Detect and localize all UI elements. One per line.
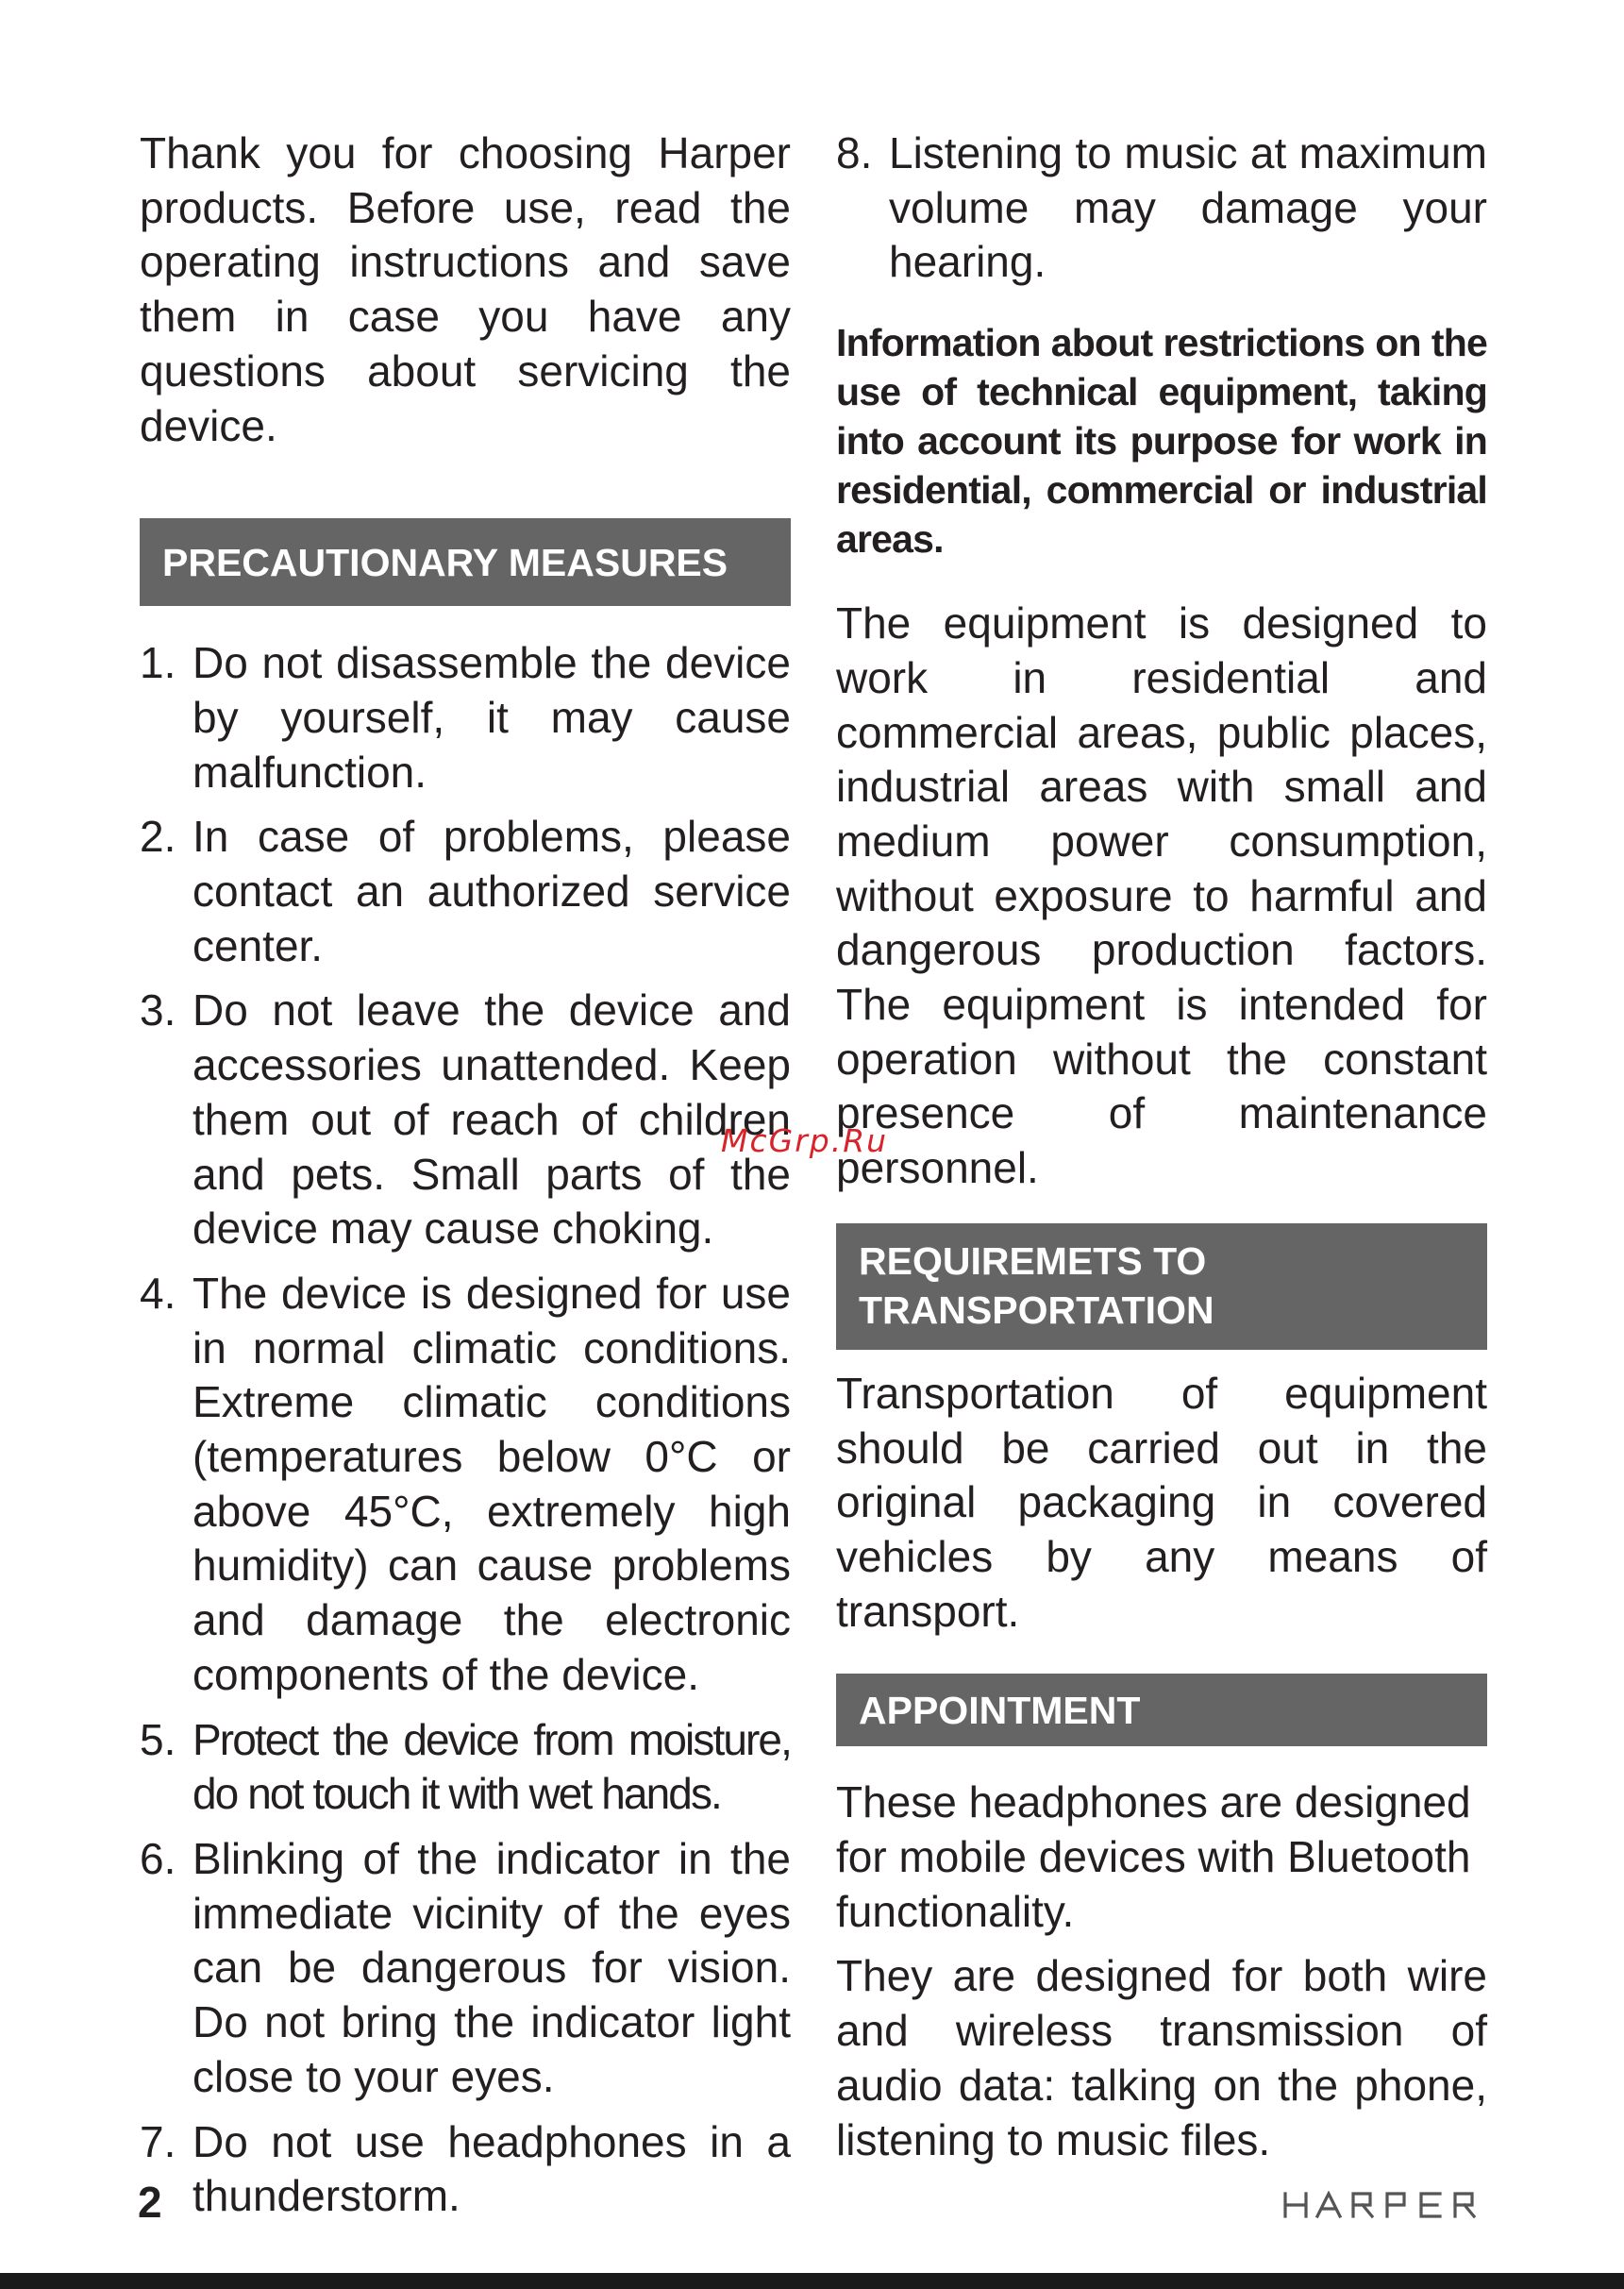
bottom-rule — [0, 2273, 1624, 2289]
watermark-text: McGrp.Ru — [721, 1122, 889, 1159]
harper-logo-icon — [1281, 2191, 1489, 2219]
list-text: Listening to music at maximum volume may damage your hearing. — [889, 128, 1487, 287]
transportation-paragraph: Transportation of equipment should be carried out in the original packaging in covered vehicles by any means of transport. — [836, 1368, 1487, 1636]
list-text: Do not disassemble the device by yourself, it may cause malfunction. — [193, 638, 791, 797]
list-item — [140, 984, 791, 1256]
right-column — [836, 126, 1487, 2167]
intro-paragraph: Thank you for choosing Harper products. Before use, read the operating instructions and save them in case you have any questions about servicing the device. — [140, 128, 791, 450]
precautions-list — [140, 636, 791, 2224]
page-number: 2 — [138, 2178, 162, 2227]
list-text: Blinking of the indicator in the immediate vicinity of the eyes can be dangerous for vision. Do not bring the indicator light close to your eyes. — [193, 1833, 791, 2101]
list-item — [140, 810, 791, 973]
transportation-heading: REQUIREMETS TO TRANSPORTATION — [836, 1223, 1487, 1350]
list-text: In case of problems, please contact an authorized service center. — [193, 812, 791, 970]
list-item — [140, 1267, 791, 1703]
list-text: Do not use headphones in a thunderstorm. — [193, 2116, 791, 2221]
appointment-paragraph-1: These headphones are designed for mobile devices with Bluetooth functionality. — [836, 1777, 1471, 1936]
list-number: 6. — [140, 1833, 176, 1883]
list-text: Do not leave the device and accessories unattended. Keep them out of reach of children and pets. Small parts of the device may cause choking. — [193, 985, 791, 1254]
list-number: 2. — [140, 812, 176, 862]
list-number: 3. — [140, 985, 176, 1035]
list-item — [140, 636, 791, 799]
list-number: 4. — [140, 1268, 176, 1318]
appointment-paragraph-2: They are designed for both wire and wireless transmission of audio data: talking on the phone, listening to music files. — [836, 1951, 1487, 2164]
list-item — [140, 2115, 791, 2224]
restrictions-bold-paragraph: Information about restrictions on the use of technical equipment, taking into account its purpose for work in residential, commercial or industrial areas. — [836, 321, 1487, 562]
list-item — [140, 1713, 791, 1822]
left-column — [140, 126, 791, 2224]
precautionary-measures-heading: PRECAUTIONARY MEASURES — [140, 518, 791, 606]
list-number: 8. — [836, 128, 873, 177]
list-item — [836, 126, 1487, 290]
appointment-heading: APPOINTMENT — [836, 1674, 1487, 1746]
list-text: The device is designed for use in normal climatic conditions. Extreme climatic conditions (temperatures below 0°C or above 45°C, extremely high humidity) can cause problems and damage the electronic components of the device. — [193, 1268, 791, 1699]
list-number: 5. — [140, 1714, 176, 1764]
list-number: 7. — [140, 2116, 176, 2166]
list-text: Protect the device from moisture, do not touch it with wet hands. — [193, 1714, 791, 1819]
list-item — [140, 1832, 791, 2105]
list-number: 1. — [140, 638, 176, 688]
restrictions-paragraph: The equipment is designed to work in residential and commercial areas, public places, industrial areas with small and medium power consumption, without exposure to harmful and dangerous production factors. The equipment is intended for operation without the constant presence of maintenance personnel. — [836, 598, 1487, 1193]
